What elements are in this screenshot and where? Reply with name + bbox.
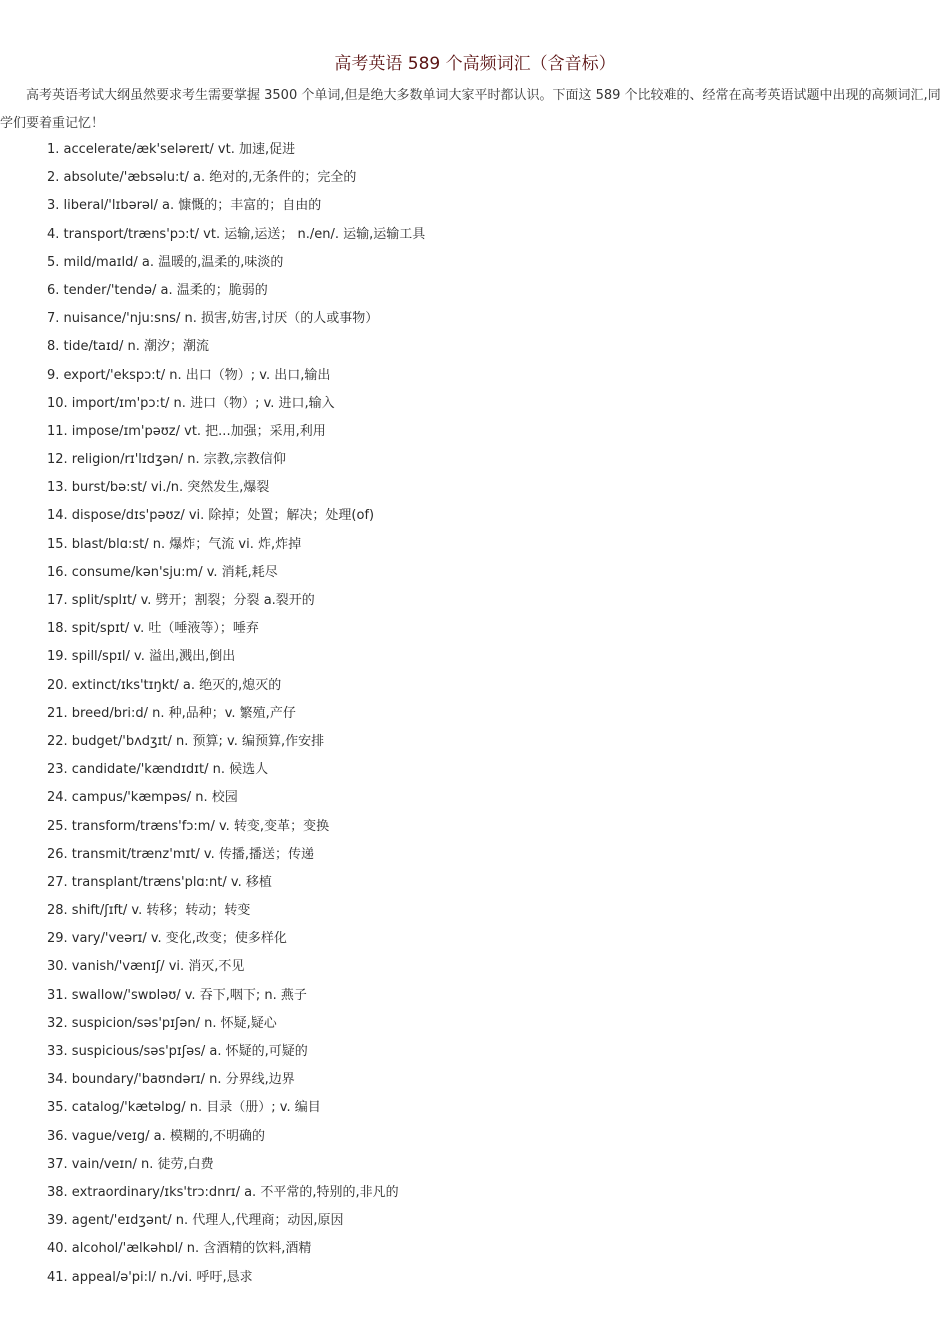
vocab-item: 38. extraordinary/ɪks'trɔ:dnrɪ/ a. 不平常的,特别的,非凡的 [47, 1184, 399, 1200]
vocab-item: 23. candidate/'kændɪdɪt/ n. 候选人 [47, 762, 269, 778]
vocab-item: 25. transform/træns'fɔ:m/ v. 转变,变革；变换 [47, 818, 330, 834]
vocab-item: 9. export/'ekspɔ:t/ n. 出口（物）; v. 出口,输出 [47, 367, 331, 383]
intro-paragraph: 高考英语考试大纲虽然要求考生需要掌握 3500 个单词,但是绝大多数单词大家平时都认识。下面这 589 个比较难的、经常在高考英语试题中出现的高频词汇,同学们要着重记忆！ [0, 88, 941, 131]
vocab-item: 16. consume/kən'sju:m/ v. 消耗,耗尽 [47, 564, 278, 580]
vocab-item: 1. accelerate/æk'seləreɪt/ vt. 加速,促进 [47, 142, 296, 157]
vocab-item: 32. suspicion/səs'pɪʃən/ n. 怀疑,疑心 [47, 1015, 277, 1031]
vocab-item: 41. appeal/ə'pi:l/ n./vi. 呼吁,恳求 [47, 1269, 253, 1285]
vocab-item: 11. impose/ɪm'pəʊz/ vt. 把...加强；采用,利用 [47, 423, 326, 439]
vocab-item: 31. swallow/'swɒləʊ/ v. 吞下,咽下; n. 燕子 [47, 987, 307, 1003]
vocab-item: 7. nuisance/'nju:sns/ n. 损害,妨害,讨厌（的人或事物） [47, 311, 379, 327]
vocab-item: 22. budget/'bʌdʒɪt/ n. 预算; v. 编预算,作安排 [47, 733, 325, 749]
vocab-item: 3. liberal/'lɪbərəl/ a. 慷慨的；丰富的；自由的 [47, 198, 322, 214]
vocab-item: 12. religion/rɪ'lɪdʒən/ n. 宗教,宗教信仰 [47, 452, 286, 468]
vocab-item: 4. transport/træns'pɔ:t/ vt. 运输,运送； n./en/. 运输,运输工具 [47, 226, 426, 242]
vocab-item: 20. extinct/ɪks'tɪŋkt/ a. 绝灭的,熄灭的 [47, 677, 282, 693]
vocab-item: 28. shift/ʃɪft/ v. 转移；转动；转变 [47, 903, 251, 919]
vocab-item: 24. campus/'kæmpəs/ n. 校园 [47, 790, 238, 806]
vocab-item: 13. burst/bə:st/ vi./n. 突然发生,爆裂 [47, 480, 270, 496]
page-title: 高考英语 589 个高频词汇（含音标） [334, 54, 616, 74]
vocab-item: 17. split/splɪt/ v. 劈开；割裂；分裂 a.裂开的 [47, 593, 315, 608]
vocab-item: 40. alcohol/'ælkəhɒl/ n. 含酒精的饮料,酒精 [47, 1241, 312, 1257]
vocab-item: 8. tide/taɪd/ n. 潮汐；潮流 [47, 339, 210, 355]
vocab-item: 34. boundary/'baʊndərɪ/ n. 分界线,边界 [47, 1072, 295, 1088]
vocab-item: 30. vanish/'vænɪʃ/ vi. 消灭,不见 [47, 959, 245, 975]
vocab-item: 29. vary/'veərɪ/ v. 变化,改变；使多样化 [47, 931, 287, 947]
vocab-item: 21. breed/bri:d/ n. 种,品种；v. 繁殖,产仔 [47, 705, 296, 721]
vocab-item: 37. vain/veɪn/ n. 徒劳,白费 [47, 1156, 214, 1172]
vocab-item: 15. blast/blɑ:st/ n. 爆炸；气流 vi. 炸,炸掉 [47, 536, 302, 552]
vocab-item: 26. transmit/trænz'mɪt/ v. 传播,播送；传递 [47, 846, 315, 862]
vocab-item: 39. agent/'eɪdʒənt/ n. 代理人,代理商；动因,原因 [47, 1213, 344, 1229]
vocab-item: 5. mild/maɪld/ a. 温暖的,温柔的,味淡的 [47, 254, 284, 270]
vocab-item: 33. suspicious/səs'pɪʃəs/ a. 怀疑的,可疑的 [47, 1044, 308, 1059]
vocab-item: 6. tender/'tendə/ a. 温柔的；脆弱的 [47, 282, 268, 298]
vocab-item: 35. catalog/'kætəlɒg/ n. 目录（册）; v. 编目 [47, 1100, 321, 1116]
vocab-item: 36. vague/veɪg/ a. 模糊的,不明确的 [47, 1128, 265, 1144]
vocab-item: 14. dispose/dɪs'pəʊz/ vi. 除掉；处置；解决；处理(of) [47, 508, 375, 524]
vocabulary-list [47, 136, 927, 1292]
vocab-item: 19. spill/spɪl/ v. 溢出,溅出,倒出 [47, 649, 236, 665]
vocab-item: 27. transplant/træns'plɑ:nt/ v. 移植 [47, 874, 272, 890]
vocab-item: 18. spit/spɪt/ v. 吐（唾液等）；唾弃 [47, 621, 259, 637]
vocab-item: 10. import/ɪm'pɔ:t/ n. 进口（物）; v. 进口,输入 [47, 395, 335, 411]
vocab-item: 2. absolute/'æbsəlu:t/ a. 绝对的,无条件的；完全的 [47, 170, 357, 186]
